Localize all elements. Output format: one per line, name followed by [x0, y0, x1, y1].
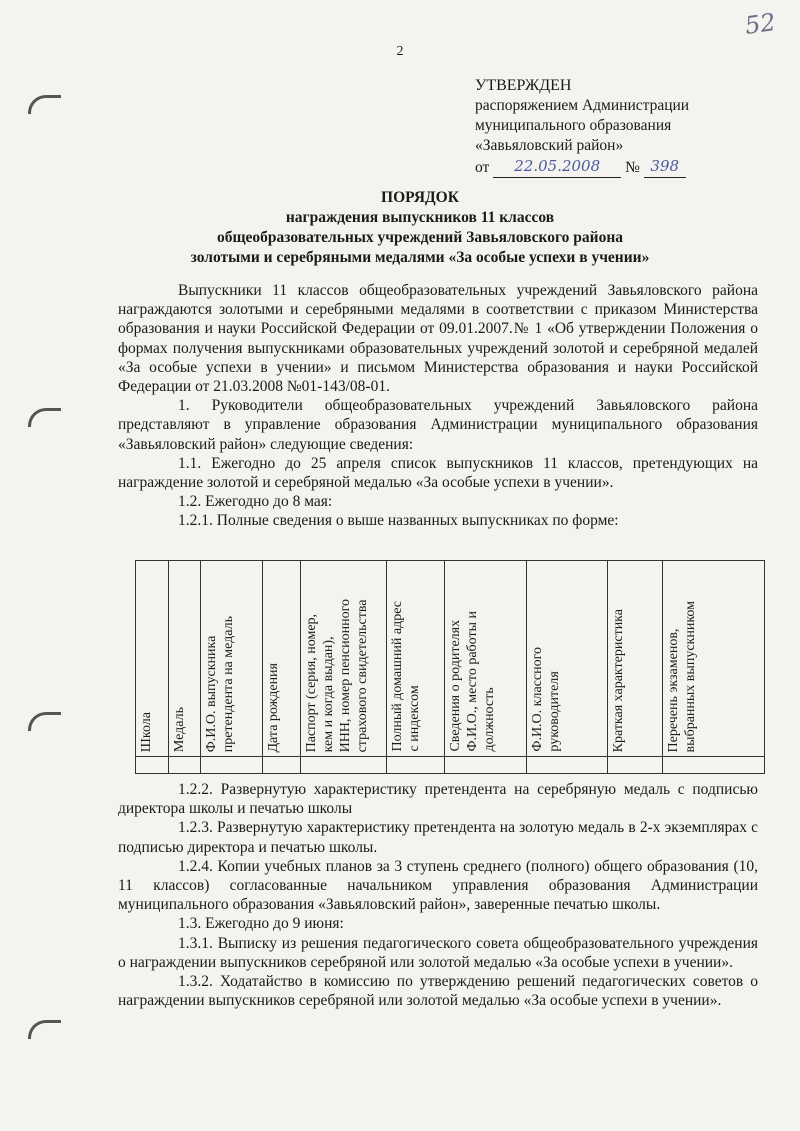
paragraph-1-2: 1.2. Ежегодно до 8 мая:	[178, 493, 333, 511]
column-label: кем и когда выдан),	[321, 636, 337, 752]
table-cell	[136, 757, 169, 774]
column-label: претендента на медаль	[221, 615, 237, 752]
paragraph-1-1: 1.1. Ежегодно до 25 апреля список выпускников 11 классов, претендующих на награждение золотой и серебряной медалью «За особые успехи в учении».	[118, 454, 758, 492]
column-label: Медаль	[171, 706, 187, 752]
column-label: Ф.И.О. классного	[529, 647, 545, 752]
approval-line: распоряжением Администрации	[475, 97, 690, 114]
column-label: выбранных выпускником	[682, 600, 698, 752]
table-header-cell	[526, 561, 607, 757]
table-cell	[386, 757, 444, 774]
paragraph-1-2-2: 1.2.2. Развернутую характеристику претендента на серебряную медаль с подписью директора школы и печатью школы	[118, 781, 758, 818]
table-header-cell	[301, 561, 386, 757]
document-title	[100, 188, 740, 268]
column-label: Краткая характеристика	[611, 608, 627, 752]
title-line: награждения выпускников 11 классов	[285, 209, 555, 226]
graduate-info-form-table	[135, 560, 765, 774]
column-label: Школа	[139, 711, 154, 752]
column-label: Ф.И.О., место работы и	[464, 611, 480, 752]
table-header-cell	[662, 561, 764, 757]
from-label: от	[475, 159, 490, 176]
binder-hole-mark	[28, 95, 61, 114]
date-field	[493, 156, 621, 178]
title-line: ПОРЯДОК	[381, 189, 459, 206]
paragraph-1-2-1: 1.2.1. Полные сведения о выше названных выпускниках по форме:	[178, 512, 619, 530]
table-header-cell	[608, 561, 663, 757]
title-line: общеобразовательных учреждений Завьяловского района	[216, 229, 624, 246]
approval-date-line	[475, 156, 689, 178]
column-label: Паспорт (серия, номер,	[304, 613, 320, 752]
table-cell	[526, 757, 607, 774]
paragraph-1-3: 1.3. Ежегодно до 9 июня:	[178, 915, 344, 933]
paragraph-1-3-1: 1.3.1. Выписку из решения педагогического совета общеобразовательного учреждения о награждении выпускников серебряной или золотой медалью «За особые успехи в учении».	[118, 934, 758, 971]
column-label: страхового свидетельства	[355, 599, 371, 752]
table-cell	[608, 757, 663, 774]
table-cell	[662, 757, 764, 774]
number-field	[644, 156, 686, 178]
handwritten-sheet-number: 52	[743, 8, 778, 40]
column-label: руководителя	[546, 671, 562, 752]
number-label: №	[625, 159, 640, 176]
binder-hole-mark	[28, 712, 61, 731]
table-header-cell	[386, 561, 444, 757]
approval-line: муниципального образования	[475, 117, 672, 134]
approval-line: «Завьяловский район»	[475, 137, 624, 154]
paragraph-1-2-4: 1.2.4. Копии учебных планов за 3 ступень среднего (полного) общего образования (10, 11 классов) согласованные начальником управления образования Администрации муниципального образования «Завьяловский район», заверенные печатью школы.	[118, 857, 758, 914]
column-label: с индексом	[406, 685, 422, 752]
table-cell	[201, 757, 263, 774]
table-empty-row	[136, 757, 765, 774]
approval-heading: УТВЕРЖДЕН	[475, 77, 572, 94]
column-label: должность	[481, 687, 497, 752]
body-lower	[118, 780, 758, 1010]
title-line: золотыми и серебряными медалями «За особые успехи в учении»	[190, 249, 650, 266]
column-label: Ф.И.О. выпускника	[204, 635, 220, 752]
table-header-cell	[168, 561, 201, 757]
body-upper	[118, 281, 758, 531]
column-label: Сведения о родителях	[447, 620, 463, 752]
table-cell	[263, 757, 301, 774]
table-cell	[301, 757, 386, 774]
approval-block	[475, 76, 689, 178]
column-label: Дата рождения	[266, 662, 282, 752]
table-header-row	[136, 561, 765, 757]
table-header-cell	[201, 561, 263, 757]
paragraph-1-3-2: 1.3.2. Ходатайство в комиссию по утверждению решений педагогических советов о награждении выпускников серебряной или золотой медалью «За особые успехи в учении».	[118, 973, 758, 1010]
page-number: 2	[396, 44, 404, 59]
paragraph-1: 1. Руководители общеобразовательных учреждений Завьяловского района представляют в управление образования Администрации муниципального образования «Завьяловский район» следующие сведения:	[118, 397, 758, 453]
column-label: Перечень экзаменов,	[665, 628, 681, 752]
handwritten-number: 398	[650, 157, 680, 175]
table-cell	[444, 757, 526, 774]
table-header-cell	[263, 561, 301, 757]
table-header-cell	[136, 561, 169, 757]
handwritten-date: 22.05.2008	[514, 157, 601, 175]
column-label: Полный домашний адрес	[389, 601, 405, 752]
binder-hole-mark	[28, 1020, 61, 1039]
paragraph-intro: Выпускники 11 классов общеобразовательных учреждений Завьяловского района награждаются золотыми и серебряными медалями в соответствии с приказом Министерства образования и науки Российской Федерации от 09.01.2007.№ 1 «Об утверждении Положения о формах получения выпускниками образовательных учреждений золотой и серебряной медалей «За особые успехи в учении» и письмом Министерства образования и науки Российской Федерации от 21.03.2008 №01-143/08-01.	[118, 282, 758, 396]
binder-hole-mark	[28, 408, 61, 427]
column-label: ИНН, номер пенсионного	[338, 598, 354, 752]
table-header-cell	[444, 561, 526, 757]
paragraph-1-2-3: 1.2.3. Развернутую характеристику претендента на золотую медаль в 2-х экземплярах с подписью директора и печатью школы.	[118, 819, 758, 856]
table-cell	[168, 757, 201, 774]
